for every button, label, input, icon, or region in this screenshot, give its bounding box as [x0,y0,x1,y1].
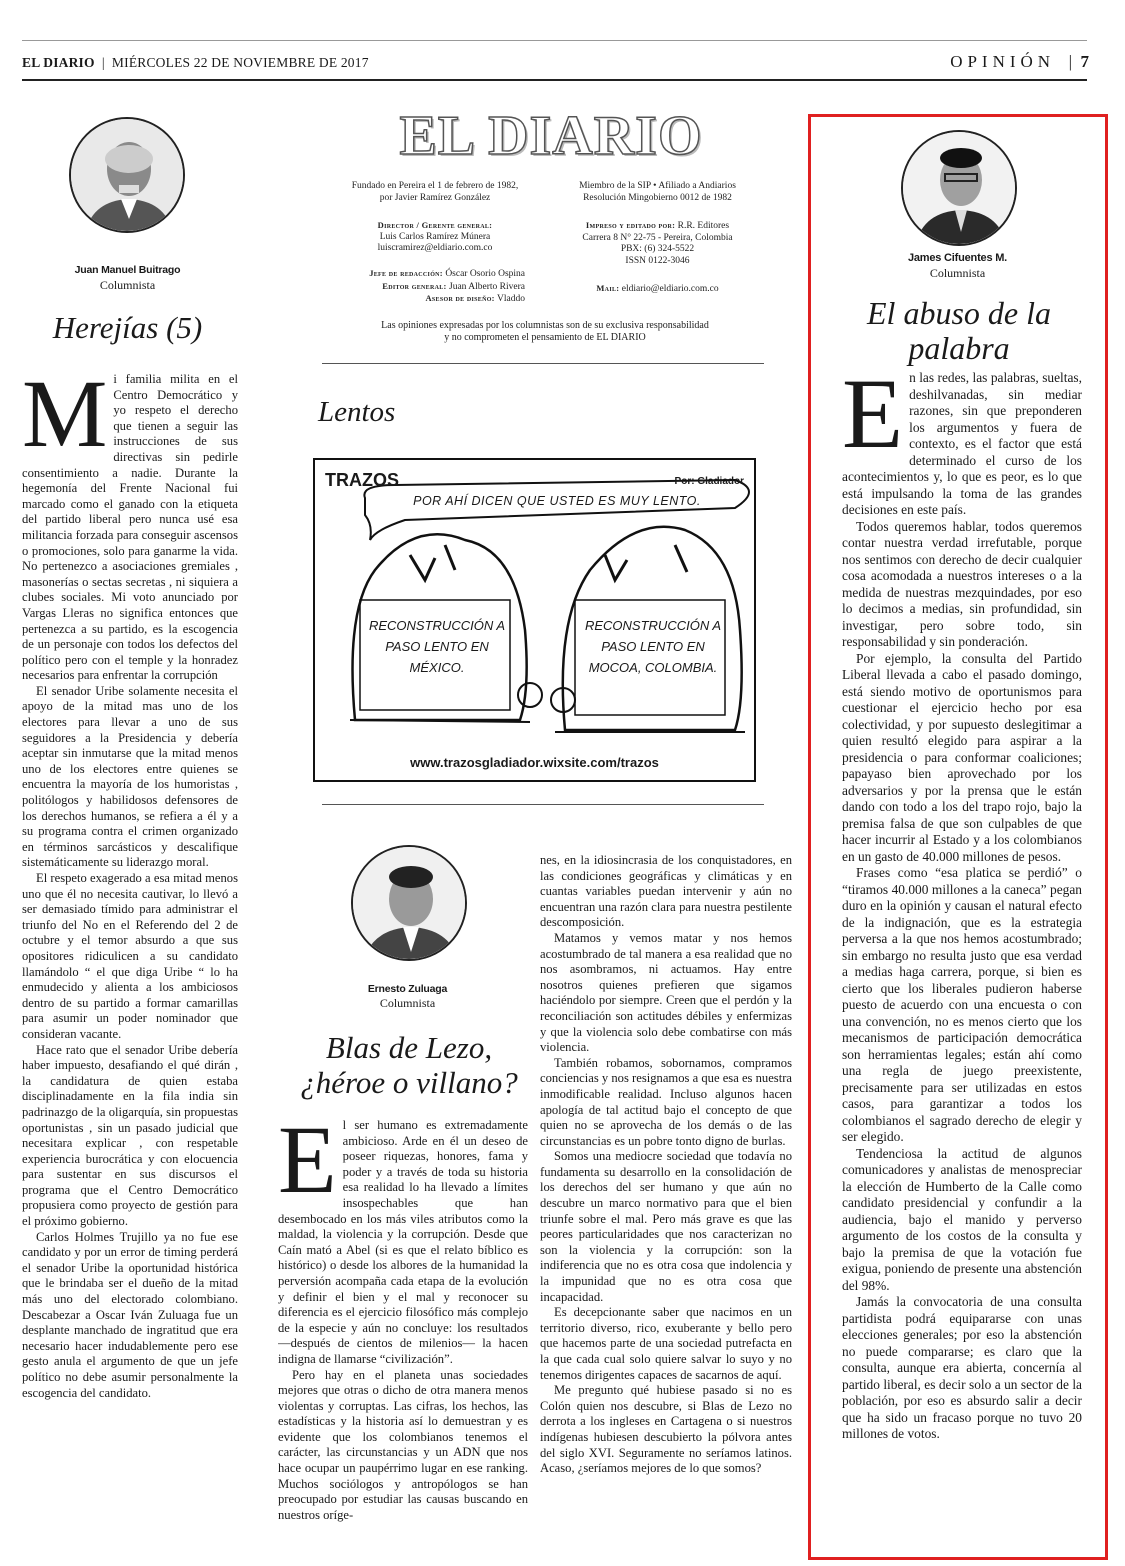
masthead-disclaimer [315,320,775,343]
avatar-juan-manuel-buitrago [69,117,185,233]
masthead-founded [325,181,545,204]
paragraph: nes, en la idiosincrasia de los conquistadores, en las condiciones geográficas y climáticas y en cuantas variables puedan intervenir y aún no encuentran una razón clara para nuestra pestilente descomposición. [540,853,792,930]
article-title: Herejías (5) [52,310,203,345]
address: Carrera 8 N° 22-75 - Pereira, Colombia [582,232,733,243]
paragraph: Pero hay en el planeta unas sociedades mejores que otras o dicho de otra manera menos violentas y corruptas. Las cifras, los hechos, las estadísticas y la historia así lo demuestran y es evidente que los colombianos tenemos el carácter, las circunstancias y un ADN que nos hace ocupar un paupérrimo lugar en ese ranking. Muchos sociólogos y antropólogos se han preocupado por estudiar las causas buscando en nuestros oríge- [278,1367,528,1522]
director-name: Luis Carlos Ramírez Múnera [379,231,491,242]
paragraph: El senador Uribe solamente necesita el apoyo de la mitad mas uno de los electores para llevar a uno de sus seguidores a la Presidencia y debería aceptar sin inmutarse que la mitad menos uno de los electores entre quienes se encuentra la mayoría de los humoristas , politólogos y habilidosos defensores de los derechos humanos, se refiera a él y a su programa contra el crimen organizado en términos sarcásticos y descalifique sistemáticamente su liderazgo moral. [22,683,238,870]
masthead-founded-2: por Javier Ramírez González [379,192,491,203]
mail-label: Mail: [596,283,620,293]
paragraph: También robamos, sobornamos, compramos conciencias y nos resignamos a que esa es nuestra inmodificable realidad. Incluso algunos hacen apología de tal actitud bajo el concepto de que quien no se aprovecha de los demás o de las circunstancias es un pobre tonto digno de burlas. [540,1055,792,1148]
editor-label: Editor general: [382,280,447,291]
masthead-rule [322,363,764,364]
design-label: Asesor de diseño: [425,293,495,303]
article-title-line-2: ¿héroe o villano? [300,1065,518,1100]
printed-label: Impreso y editado por: [585,220,676,230]
header-separator: | [98,55,112,70]
pbx: PBX: (6) 324-5522 [620,244,695,254]
dropcap: M [22,360,108,467]
author-name: James Cifuentes M. [907,252,1008,264]
portrait-icon [353,847,467,961]
paragraph: n las redes, las palabras, sueltas, deshilvanadas, sin mediar razones, sin que preponderen los argumentos y fuera de contexto, es el factor que está determinado el curso de los acontecimientos y, lo que es peor, es lo que está impulsando la toma de las grandes decisiones en este país. [842,370,1082,517]
cartoon-trazos [313,458,756,782]
masthead-title: EL DIARIO [399,105,703,167]
editor-name: Juan Alberto Rivera [449,281,525,292]
portrait-icon [903,132,1017,246]
avatar-james-cifuentes [901,130,1017,246]
header-section: OPINIÓN [950,52,1056,71]
header-paper: EL DIARIO [22,55,95,70]
paragraph: Somos una mediocre sociedad que todavía no fundamenta su desarrollo en la consolidación de los derechos del ser humano y que aún no descubre un marco normativo para que el bien triunfe sobre el mal. Pero más grave es que las peores particularidades que nos caracterizan no son la violencia y la corrupción: son la indiferencia que no es otra cosa que indolencia y la impunidad que no es otra cosa que incapacidad. [540,1149,792,1304]
article-title [278,1030,540,1100]
masthead-member-1: Miembro de la SIP • Afiliado a Andiarios [579,181,736,191]
mail: eldiario@eldiario.com.co [621,284,719,294]
article-body-col1 [22,360,238,1557]
paragraph: Jamás la convocatoria de una consulta partidista podrá equipararse con unas elecciones generales; por eso la abstención no puede compararse; es claro que la consulta, aunque era abierta, concernía al partido liberal, es decir solo a un sector de la población, por eso es absurdo salir a decir que ha sido un fracaso porque no tuvo 20 millones de votos. [842,1294,1082,1441]
article-title [825,296,1093,366]
paragraph: Me pregunto qué hubiese pasado si no es Colón quien nos descubre, si Blas de Lezo no derrota a los ingleses en Cartagena o si nuestros indígenas hubiesen descubierto la pólvora antes del siglo XVI. Seguramente no seríamos latinos. Acaso, ¿seríamos mejores de lo que somos? [540,1383,792,1476]
article-body-col2b [540,853,792,1553]
header-date: MIÉRCOLES 22 DE NOVIEMBRE DE 2017 [111,55,369,70]
masthead-mail [545,283,770,296]
cartoon-sign-right: RECONSTRUCCIÓN A PASO LENTO EN MOCOA, COLOMBIA. [584,618,722,675]
masthead-printer [545,220,770,267]
paragraph: El respeto exagerado a esa mitad menos uno que él no necesita cautivar, lo llevó a ser demasiado tímido para administrar el triunfo del No en el Referendo del 2 de octubre y el temor absurdo a que sus opositores ridiculicen a su candidato llamándolo “ el que diga Uribe “ lo ha enmudecido y alienta a los ambiciosos dentro de su partido a formar camarillas para asumir un poder nominador que consideran vacante. [22,871,238,1041]
disclaimer-2: y no comprometen el pensamiento de EL DIARIO [444,331,646,343]
masthead-member [545,181,770,204]
author-role: Columnista [929,266,986,280]
cartoon-headline: Lentos [318,396,396,428]
header-rule [22,79,1087,81]
article-title-line-1: Blas de Lezo, [325,1030,493,1065]
author-role: Columnista [379,996,436,1010]
portrait-icon [71,119,185,233]
article-title-line-2: palabra [908,330,1010,366]
header-right: OPINIÓN | 7 [950,52,1089,71]
design-name: Vladdo [497,294,525,304]
author-name: Juan Manuel Buitrago [74,264,181,276]
cartoon-bubble-text: POR AHÍ DICEN QUE USTED ES MUY LENTO. [413,494,701,508]
avatar-ernesto-zuluaga [351,845,467,961]
paragraph: i familia milita en el Centro Democrático y yo respeto el derecho que tienen a seguir las instrucciones de sus directivas sin pedirle consentimiento a nadie. Durante la hegemonía del Frente Nacional fui marcado como el ganado con la etiqueta del partido liberal pero nunca usé esa militancia forzada para conseguir ascensos o promociones, solo para ganarme la vida. No pertenezco a asociaciones gremiales , masonerías o sectas secretas , ni siquiera a clubes sociales. Mi voto anunciado por Vargas Lleras no significa entonces que pertenezca a su partido, es la escogencia de un personaje con todos los defectos del político pero con el temple y la honradez necesarios para enfrentar la corrupción [22,372,238,683]
article-body-col2a [278,1118,528,1558]
cartoon-url: www.trazosgladiador.wixsite.com/trazos [410,755,659,770]
paragraph: Matamos y vemos matar y nos hemos acostumbrado de tal manera a esa realidad que no nos asombramos, ni actuamos. Hay entre nosotros quienes prefieren que sigamos haciéndolo por siempre. Creen que el perdón y la reconciliación son actitudes débiles y enfermizas y que la violencia solo debe combatirse con más violencia. [540,930,792,1055]
masthead-staff [325,268,545,306]
cartoon-rule [322,804,764,805]
cartoon-byline: Por: Gladiador [674,476,744,487]
paragraph: Por ejemplo, la consulta del Partido Liberal llevada a cabo el pasado domingo, está siendo motivo de oportunismos para cuestionar el ejercicio hecho por esa colectividad, y por supuesto deslegitimar a quien resultó elegido para aspirar a la presidencia o para conformar coaliciones; papayaso bien aprovechado por los adversarios y por la prensa que le están dando con todo a los del trapo rojo, bajo la premisa falsa de que son culpables de que hacer incurrir al Estado y a los colombianos en un gasto de 40.000 millones de pesos. [842,650,1082,864]
article-body-col3 [842,370,1082,1552]
masthead-director [325,220,545,255]
cartoon-brand: TRAZOS [325,470,399,490]
director-email: luiscramirez@eldiario.com.co [377,243,493,253]
masthead-founded-1: Fundado en Pereira el 1 de febrero de 1982, [351,181,519,191]
issn: ISSN 0122-3046 [625,255,690,266]
article-title-line-1: El abuso de la [867,295,1051,331]
top-rule [22,40,1087,41]
paragraph: Es decepcionante saber que nacimos en un territorio diverso, rico, exuberante y bello pero que hacemos parte de una sociedad putrefacta en la que cada cual solo quiere salvar lo suyo y no tenemos dirigentes capaces de sacarnos de aquí. [540,1305,792,1382]
paragraph: Hace rato que el senador Uribe debería haber impuesto, desafiando el qué dirán , la candidatura de quien estaba disciplinadamente en la fila india sin padrinazgo de la oligarquía, sin propuestas oportunistas , sin un pasado judicial que necesitara explicar , con respetable experiencia burocrática y con elocuencia para sustentar en sus discursos el programa que el Centro Democrático propusiera como proyecto de gestión para el próximo gobierno. [22,1042,238,1229]
printed-by: R.R. Editores [677,221,730,231]
paragraph: l ser humano es extremadamente ambicioso. Arde en él un deseo de poseer riquezas, honores, fama y poder y a través de toda su historia esa realidad lo ha llevado a límites insospechables que han desembocado en los más viles atributos como la maldad, la violencia y la corrupción. Desde que Caín mató a Abel (si es que el relato bíblico es histórico) o desde los albores de la humanidad la perversión acompaña cada etapa de la evolución y definir el bien y el mal y reconocer su diferencia es el ejercicio filosófico más complejo de la especie y aún no concluye: los resultados —después de cientos de milenios— la hacen indigna de llamarse “civilización”. [278,1118,528,1366]
cartoon-sign-left: RECONSTRUCCIÓN A PASO LENTO EN MÉXICO. [368,618,506,675]
masthead-member-2: Resolución Mingobierno 0012 de 1982 [583,192,732,203]
header-left [22,55,369,71]
page-number: 7 [1080,52,1089,71]
director-label: Director / Gerente general: [377,220,493,230]
paragraph: Carlos Holmes Trujillo ya no fue ese candidato y por un error de timing perderá el senador Uribe la oportunidad histórica que le brindaba ser el dueño de la mitad más uno del electorado colombiano. Descabezar a Oscar Iván Zuluaga fue un desplante manchado de ingratitud que era necesario hacer indudablemente pero ese gesto anula el argumento de que un jefe político no debe asumir personalmente la escogencia del candidato. [22,1229,238,1400]
dropcap: E [278,1118,337,1213]
redaccion-name: Óscar Osorio Ospina [445,269,525,279]
paragraph: Todos queremos hablar, todos queremos contar nuestra verdad irrefutable, porque nos sentimos con derecho de decir cualquier cosa acomodada a nuestros intereses o a la medida de nuestras mezquindades, por eso lo decimos a medias, sin profundidad, sin investigar, pero sobre todo, sin responsabilidad y sin ponderación. [842,518,1082,649]
author-role: Columnista [99,278,156,292]
paragraph: Tendenciosa la actitud de algunos comunicadores y analistas de menospreciar la elección de Humberto de la Calle como candidato presidencial y confundir a la audiencia, bajo el manido y perverso argumento de los costos de la consulta y bajo la premisa de que la votación fue exigua, poniendo de presente una abstención del 98%. [842,1145,1082,1293]
author-name: Ernesto Zuluaga [367,983,448,995]
disclaimer-1: Las opiniones expresadas por los columnistas son de su exclusiva responsabilidad [381,320,709,331]
redaccion-label: Jefe de redacción: [369,268,443,278]
dropcap: E [842,370,904,469]
paragraph: Frases como “esa platica se perdió” o “tiramos 40.000 millones a la caneca” pegan duro en la opinión y causan el natural efecto de la indignación, que es la estrategia perversa a la que nos hemos acostumbrado; sin embargo no resulta justo que esa verdad a medias haga carrera, porque, si bien es cierto que los liberales pudieron haberse puesto de acuerdo con una encuesta o con una convención, no es menos cierto que los mecanismos de participación democrática son herramientas legales; están ahí como una regla de juego preexistente, precisamente para ser utilizadas en estos casos, para garantizar a todos los colombianos el sagrado derecho de elegir y ser elegido. [842,865,1082,1144]
